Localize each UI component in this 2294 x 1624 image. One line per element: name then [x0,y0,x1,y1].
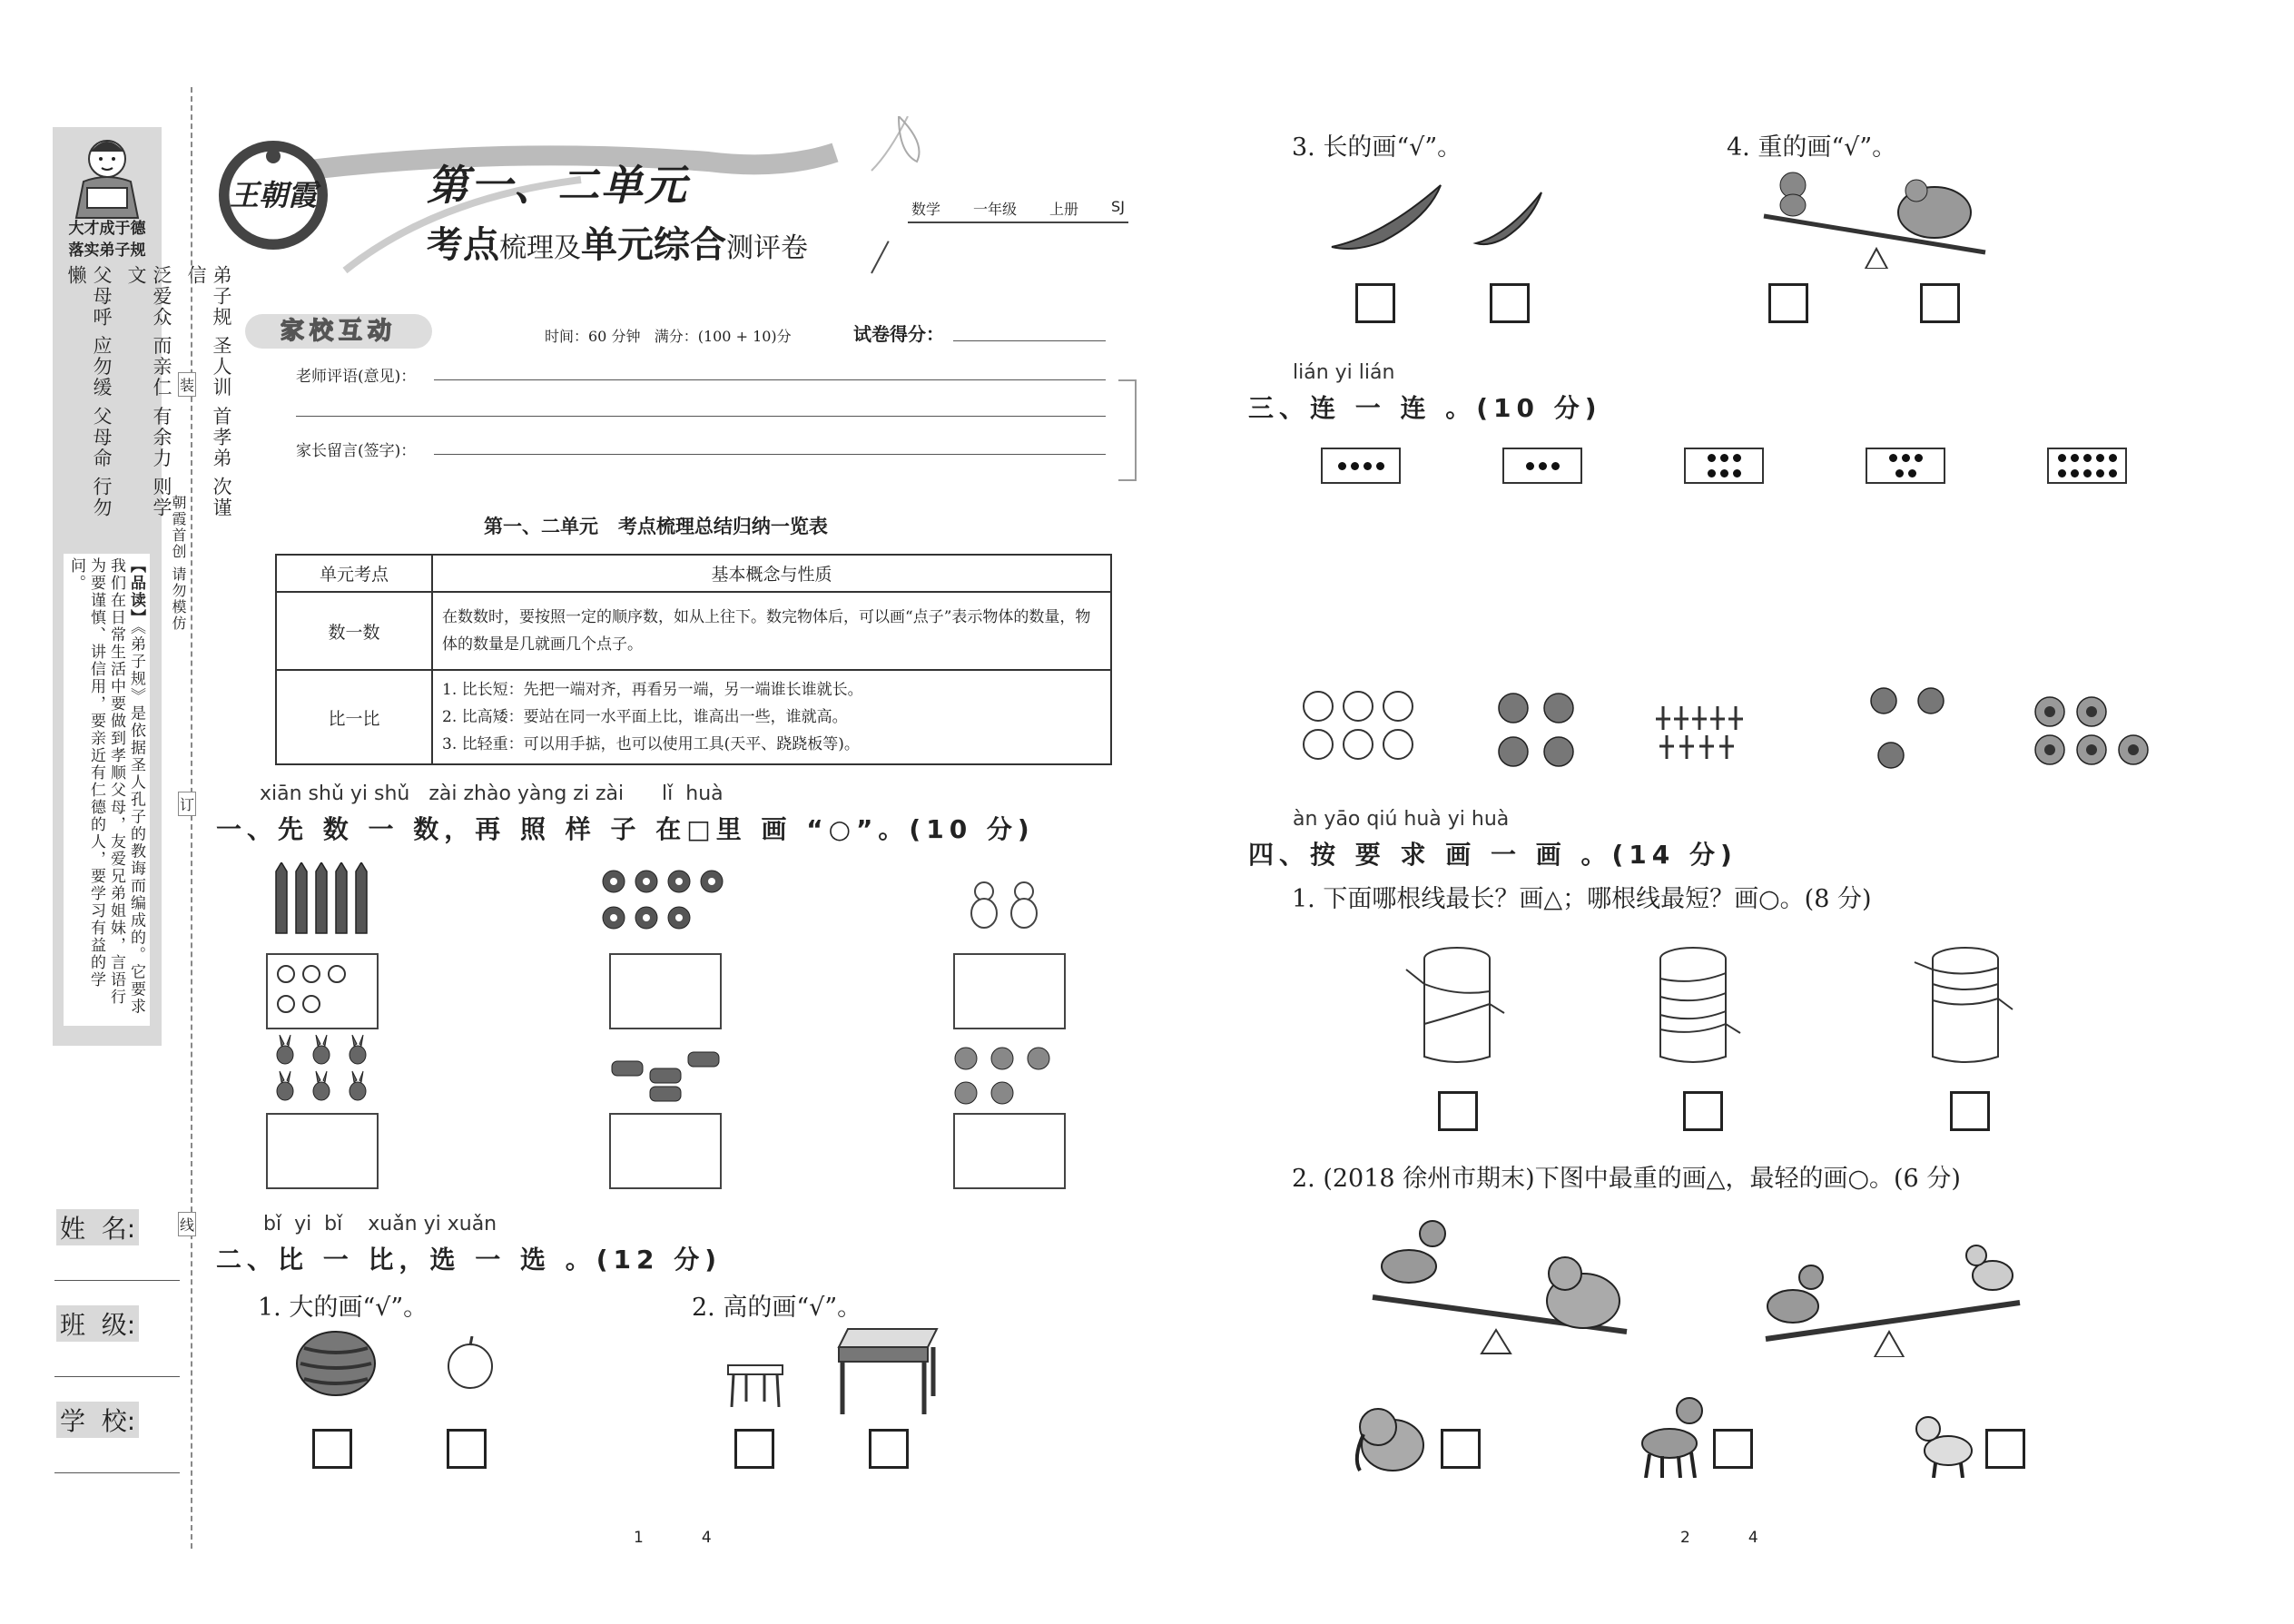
subtitle-part: 单元综合 [581,224,726,266]
concept-line: 2. 比高矮：要站在同一水平面上比，谁高出一些，谁就高。 [442,708,848,726]
summary-table-title: 第一、二单元 考点梳理总结归纳一览表 [484,516,828,537]
q2-4-checkbox-light[interactable] [1768,283,1808,323]
q4-1-box-c[interactable] [1950,1091,1990,1131]
chicks-group [964,871,1051,937]
cylinder-wrapped-line-c [1911,942,2020,1069]
dot [2096,454,2104,462]
dot [2071,469,2079,477]
verse-column: 泛爱众 而亲仁 有余力 则学文 [125,265,172,519]
q4-1-box-b[interactable] [1683,1091,1723,1131]
interaction-frame-bracket [1118,379,1137,481]
home-school-interaction-badge: 家校互动 [245,314,432,349]
dot [1376,462,1384,470]
q2-2-checkbox-short[interactable] [734,1429,774,1469]
dot [1889,454,1897,462]
cylinder-wrapped-line-b [1639,942,1748,1069]
apple-image [445,1336,496,1389]
name-field-label: 姓 名: [56,1209,139,1245]
dot [1733,454,1741,462]
q2-1-checkbox-big[interactable] [312,1429,352,1469]
summary-topic: 比一比 [276,670,432,764]
dot [2058,454,2066,462]
q1-answer-box-chicks[interactable] [953,953,1066,1029]
short-stool-image [726,1362,784,1407]
tigers-group[interactable] [1492,688,1582,775]
cylinder-wrapped-line-a [1403,942,1511,1069]
elephant-image [1347,1394,1429,1478]
summary-table [275,554,1112,765]
q2-sub3: 3. 长的画“√”。 [1292,133,1462,162]
q4-1-box-a[interactable] [1438,1091,1478,1131]
page-number: 1 [634,1529,644,1547]
q1-answer-box-rabbits[interactable] [266,1113,379,1189]
fold-mark: 装 [178,372,196,397]
meta-edition: SJ [1111,198,1125,215]
dot [1708,454,1716,462]
class-field-line[interactable] [54,1376,180,1377]
dot [2083,469,2092,477]
q1-title: 一、先 数 一 数，再 照 样 子 在□里 画 “○”。(10 分) [216,814,1035,844]
q2-sub2: 2. 高的画“√”。 [692,1294,862,1322]
dogs-group [948,1042,1057,1111]
meta-term: 上册 [1049,201,1079,218]
q2-4-checkbox-heavy[interactable] [1920,283,1960,323]
dot [1902,454,1910,462]
q2-1-checkbox-small[interactable] [447,1429,487,1469]
goat-image [1908,1409,1981,1478]
stick-figures-group[interactable] [1654,706,1792,761]
dot-card-6[interactable] [1684,448,1764,484]
dot [1708,469,1716,477]
pencils-group [271,862,379,935]
q2-sub4: 4. 重的画“√”。 [1727,133,1897,162]
summary-table-wrapper [275,554,1112,765]
summary-topic: 数一数 [276,592,432,670]
dot [1351,462,1359,470]
dot-card-10[interactable] [2047,448,2127,484]
dot [1338,462,1346,470]
reading-label: 【品读】 [127,557,145,626]
dot [1551,462,1560,470]
score-label: 试卷得分： [853,323,944,345]
name-field-line[interactable] [54,1280,180,1281]
sunflowers-group[interactable] [2030,692,2157,770]
motto-line: 大才成于德 [68,220,146,238]
q2-sub1: 1. 大的画“√”。 [258,1294,428,1322]
tall-table-image [835,1327,940,1414]
short-cucumber-image [1472,189,1545,249]
smiley-faces-group[interactable] [1300,688,1418,764]
dot [2109,454,2117,462]
q4-title: 四、按 要 求 画 一 画 。(14 分) [1248,840,1738,870]
seesaw-horse-goat [1757,1230,2029,1357]
monkeys-group[interactable] [1866,683,1953,777]
seesaw-horse-elephant [1364,1212,1636,1357]
summary-row [276,592,1111,670]
subtitle-part: 测评卷 [726,232,808,264]
subtitle-part: 考点 [427,224,499,266]
fold-mark: 订 [178,792,196,816]
summary-concept: 在数数时，要按照一定的顺序数，如从上往下。数完物体后，可以画“点子”表示物体的数量，物体的数量是几就画几个点子。 [432,592,1111,670]
dot [2071,454,2079,462]
concept-line: 3. 比轻重：可以用手掂，也可以使用工具(天平、跷跷板等)。 [442,735,860,753]
parent-message-label: 家长留言(签字)： [296,442,417,460]
rabbits-group [269,1035,378,1107]
q1-pinyin: xiān shǔ yi shǔ zài zhào yàng zi zài lǐ huà [260,782,724,805]
q1-answer-box-flowers[interactable] [609,953,722,1029]
subtitle-part: 梳理及 [499,232,581,264]
brand-name: 王朝霞 [229,178,317,212]
sidebar-motto [56,218,158,261]
summary-header-concept: 基本概念与性质 [432,555,1111,592]
parent-message-line[interactable] [434,454,1106,455]
left-page-number [634,1529,712,1547]
child-reading-illustration [56,132,158,222]
dot-card-5[interactable] [1866,448,1945,484]
q2-2-checkbox-tall[interactable] [869,1429,909,1469]
q2-3-checkbox-short[interactable] [1490,283,1530,323]
q3-pinyin: lián yi lián [1293,361,1395,384]
dot [2096,469,2104,477]
sidebar-verses [64,265,234,530]
q4-sub2: 2. (2018 徐州市期末)下图中最重的画△，最轻的画○。(6 分) [1292,1165,1961,1193]
teacher-comment-line-2[interactable] [296,416,1106,417]
sample-circles [272,960,363,1020]
q4-2-box-elephant[interactable] [1441,1429,1481,1469]
page-total: 4 [701,1529,712,1547]
q1-answer-box-cars[interactable] [609,1113,722,1189]
summary-header-topic: 单元考点 [276,555,432,592]
summary-row [276,670,1111,764]
time-and-score-info: 时间：60 分钟 满分：(100 + 10)分 [545,328,792,345]
dot [1733,469,1741,477]
flowers-group [599,867,735,940]
q2-title: 二、比 一 比，选 一 选 。(12 分) [216,1245,723,1275]
dot [1720,454,1728,462]
page-number: 2 [1680,1529,1690,1547]
school-field-label: 学 校: [56,1402,139,1438]
page-total: 4 [1748,1529,1758,1547]
dot [1720,469,1728,477]
q4-2-box-horse[interactable] [1713,1429,1753,1469]
score-input-line[interactable] [953,340,1106,341]
summary-concept [432,670,1111,764]
watermelon-image [295,1330,377,1397]
dot [1539,462,1547,470]
q1-answer-box-dogs[interactable] [953,1113,1066,1189]
copyright-note: 朝霞首创 请勿模仿 [170,495,187,633]
sidebar-reading [64,554,150,1026]
teacher-comment-line[interactable] [434,379,1106,380]
horse-image [1631,1391,1713,1478]
dot [2058,469,2066,477]
q3-title: 三、连 一 连 。(10 分) [1248,393,1602,423]
meta-subject: 数学 [911,201,941,218]
dot [1895,469,1904,477]
long-cucumber-image [1328,182,1444,254]
q4-2-box-goat[interactable] [1985,1429,2025,1469]
reading-text: 《弟子规》是依据圣人孔子的教诲而编成的。它要求我们在日常生活中要做到孝顺父母，友爱兄弟姐妹，言语行为要谨慎、讲信用，要亲近有仁德的人，要学习有益的学问。 [67,557,145,1016]
header-meta [908,198,1128,223]
dot [1364,462,1372,470]
fold-mark: 线 [178,1212,196,1236]
dot [2083,454,2092,462]
school-field-line[interactable] [54,1472,180,1473]
dot-card-3[interactable] [1502,448,1582,484]
meta-grade: 一年级 [973,201,1018,218]
verse-column: 弟子规 圣人训 首孝弟 次谨信 [185,265,232,519]
exam-subtitle [427,216,808,268]
concept-line: 1. 比长短：先把一端对齐，再看另一端，另一端谁长谁就长。 [442,681,863,699]
q4-pinyin: àn yāo qiú huà yi huà [1293,808,1510,831]
dot [1915,454,1923,462]
fold-dashed-line [191,87,192,1549]
dot [1526,462,1534,470]
unit-title: 第一、二单元 [427,161,688,210]
q4-sub1: 1. 下面哪根线最长？画△；哪根线最短？画○。(8 分) [1292,885,1872,913]
motto-line: 落实弟子规 [68,241,146,260]
teacher-comment-label: 老师评语(意见)： [296,368,417,386]
right-page-number [1680,1529,1758,1547]
dot [2109,469,2117,477]
seesaw-weight-image [1757,169,1993,269]
class-field-label: 班 级: [56,1305,139,1342]
verse-column: 父母呼 应勿缓 父母命 行勿懒 [65,265,113,519]
q2-pinyin: bǐ yi bǐ xuǎn yi xuǎn [263,1213,497,1235]
q2-3-checkbox-long[interactable] [1355,283,1395,323]
cars-group [608,1048,726,1103]
dot-card-4[interactable] [1321,448,1401,484]
dot [1908,469,1916,477]
